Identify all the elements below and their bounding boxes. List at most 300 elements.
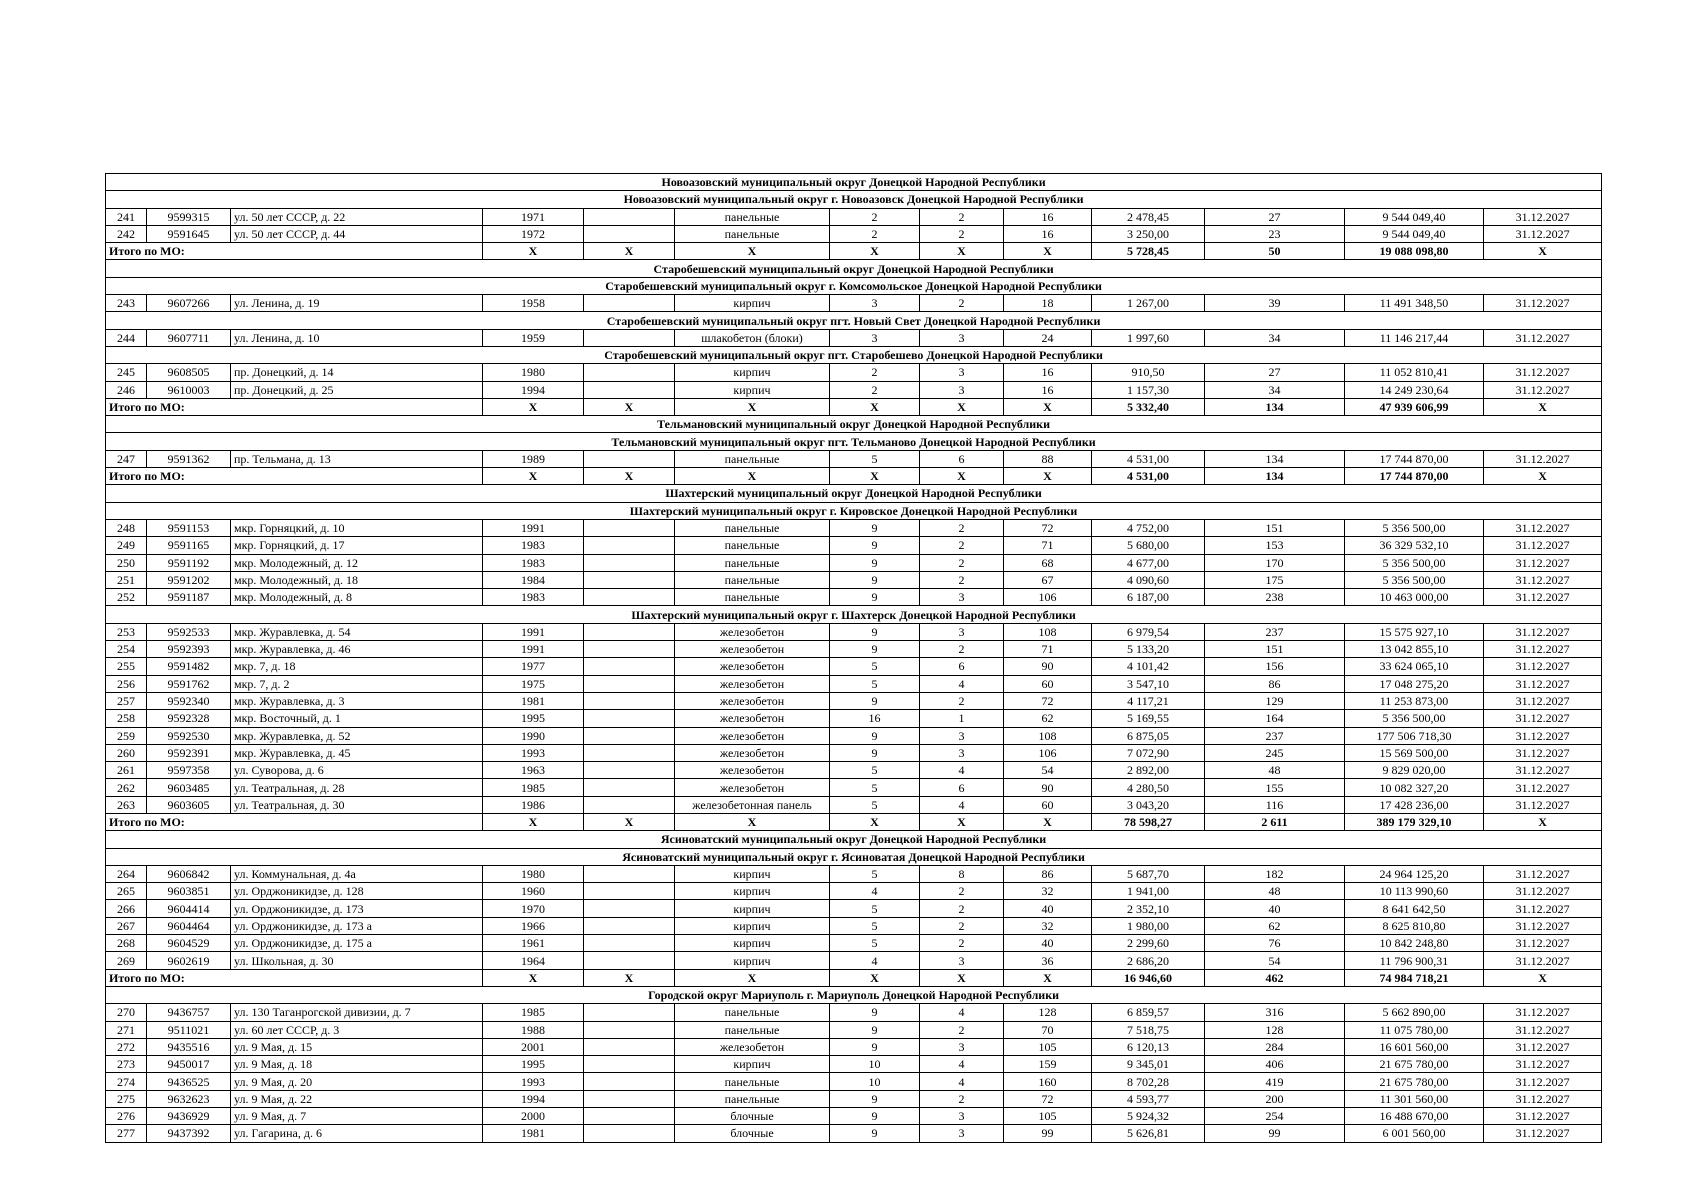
address-cell: ул. 9 Мая, д. 22 — [231, 1090, 483, 1107]
total-entrances-count: X — [920, 243, 1004, 260]
wall-material-cell: кирпич — [675, 917, 830, 934]
apartments-count-cell: 62 — [1004, 710, 1092, 727]
area-cell: 1 157,30 — [1092, 381, 1205, 398]
building-id-cell: 9610003 — [147, 381, 231, 398]
floors-count-cell: 2 — [830, 225, 920, 242]
residents-count-cell: 27 — [1205, 364, 1345, 381]
building-id-cell: 9591192 — [147, 554, 231, 571]
row-number-cell: 266 — [106, 900, 147, 917]
wall-material-cell: панельные — [675, 1004, 830, 1021]
year-built-cell: 1984 — [483, 571, 584, 588]
row-number-cell: 259 — [106, 727, 147, 744]
residents-count-cell: 419 — [1205, 1073, 1345, 1090]
floors-count-cell: 9 — [830, 641, 920, 658]
entrances-count-cell: 6 — [920, 658, 1004, 675]
year-built-cell: 1972 — [483, 225, 584, 242]
building-id-cell: 9591762 — [147, 675, 231, 692]
entrances-count-cell: 2 — [920, 900, 1004, 917]
residents-count-cell: 237 — [1205, 623, 1345, 640]
table-row — [106, 865, 1602, 882]
wall-material-cell: железобетон — [675, 623, 830, 640]
wall-material-cell: кирпич — [675, 935, 830, 952]
year-built-cell: 1958 — [483, 295, 584, 312]
address-cell: ул. Ленина, д. 19 — [231, 295, 483, 312]
table-row — [106, 329, 1602, 346]
year-built-cell: 1994 — [483, 381, 584, 398]
address-cell: мкр. Журавлевка, д. 54 — [231, 623, 483, 640]
year-built-cell: 1995 — [483, 710, 584, 727]
residents-count-cell: 155 — [1205, 779, 1345, 796]
total-empty-column: X — [584, 969, 675, 986]
floors-count-cell: 16 — [830, 710, 920, 727]
cost-cell: 16 601 560,00 — [1345, 1038, 1484, 1055]
residents-count-cell: 406 — [1205, 1056, 1345, 1073]
apartments-count-cell: 72 — [1004, 519, 1092, 536]
table-body — [106, 174, 1602, 1143]
address-cell: мкр. Горняцкий, д. 17 — [231, 537, 483, 554]
apartments-count-cell: 54 — [1004, 762, 1092, 779]
row-number-cell: 241 — [106, 208, 147, 225]
floors-count-cell: 5 — [830, 935, 920, 952]
floors-count-cell: 5 — [830, 796, 920, 813]
floors-count-cell: 5 — [830, 675, 920, 692]
residents-count-cell: 170 — [1205, 554, 1345, 571]
total-cost: 19 088 098,80 — [1345, 243, 1484, 260]
wall-material-cell: блочные — [675, 1108, 830, 1125]
residents-count-cell: 316 — [1205, 1004, 1345, 1021]
table-row — [106, 658, 1602, 675]
entrances-count-cell: 8 — [920, 865, 1004, 882]
building-id-cell: 9603485 — [147, 779, 231, 796]
empty-column-cell — [584, 658, 675, 675]
wall-material-cell: железобетон — [675, 1038, 830, 1055]
building-id-cell: 9436757 — [147, 1004, 231, 1021]
year-built-cell: 1985 — [483, 1004, 584, 1021]
building-id-cell: 9607266 — [147, 295, 231, 312]
year-built-cell: 1993 — [483, 744, 584, 761]
area-cell: 2 892,00 — [1092, 762, 1205, 779]
building-id-cell: 9591482 — [147, 658, 231, 675]
total-apartments-count: X — [1004, 243, 1092, 260]
year-built-cell: 2001 — [483, 1038, 584, 1055]
address-cell: ул. 9 Мая, д. 15 — [231, 1038, 483, 1055]
area-cell: 4 117,21 — [1092, 692, 1205, 709]
cost-cell: 9 544 049,40 — [1345, 208, 1484, 225]
year-built-cell: 2000 — [483, 1108, 584, 1125]
empty-column-cell — [584, 727, 675, 744]
row-number-cell: 250 — [106, 554, 147, 571]
building-id-cell: 9591362 — [147, 450, 231, 467]
floors-count-cell: 9 — [830, 537, 920, 554]
row-number-cell: 276 — [106, 1108, 147, 1125]
section-header-row — [106, 416, 1602, 433]
apartments-count-cell: 16 — [1004, 225, 1092, 242]
apartments-count-cell: 18 — [1004, 295, 1092, 312]
cost-cell: 10 842 248,80 — [1345, 935, 1484, 952]
total-area: 16 946,60 — [1092, 969, 1205, 986]
address-cell: ул. 130 Таганрогской дивизии, д. 7 — [231, 1004, 483, 1021]
total-wall-material: X — [675, 243, 830, 260]
deadline-cell: 31.12.2027 — [1484, 1004, 1602, 1021]
residents-count-cell: 23 — [1205, 225, 1345, 242]
cost-cell: 10 113 990,60 — [1345, 883, 1484, 900]
area-cell: 1 980,00 — [1092, 917, 1205, 934]
section-header: Тельмановский муниципальный округ Донецкой Народной Республики — [106, 416, 1602, 433]
row-number-cell: 268 — [106, 935, 147, 952]
total-empty-column: X — [584, 243, 675, 260]
address-cell: пр. Тельмана, д. 13 — [231, 450, 483, 467]
empty-column-cell — [584, 883, 675, 900]
total-apartments-count: X — [1004, 813, 1092, 830]
building-id-cell: 9607711 — [147, 329, 231, 346]
address-cell: мкр. Журавлевка, д. 46 — [231, 641, 483, 658]
area-cell: 5 626,81 — [1092, 1125, 1205, 1142]
year-built-cell: 1991 — [483, 641, 584, 658]
entrances-count-cell: 2 — [920, 519, 1004, 536]
section-header: Тельмановский муниципальный округ пгт. Тельманово Донецкой Народной Республики — [106, 433, 1602, 450]
section-header-row — [106, 312, 1602, 329]
residents-count-cell: 151 — [1205, 519, 1345, 536]
floors-count-cell: 10 — [830, 1056, 920, 1073]
building-id-cell: 9436525 — [147, 1073, 231, 1090]
total-wall-material: X — [675, 969, 830, 986]
row-number-cell: 247 — [106, 450, 147, 467]
table-row — [106, 917, 1602, 934]
total-label: Итого по МО: — [106, 969, 483, 986]
table-row — [106, 675, 1602, 692]
total-entrances-count: X — [920, 468, 1004, 485]
building-id-cell: 9591153 — [147, 519, 231, 536]
total-label: Итого по МО: — [106, 468, 483, 485]
entrances-count-cell: 2 — [920, 537, 1004, 554]
address-cell: мкр. Восточный, д. 1 — [231, 710, 483, 727]
row-number-cell: 246 — [106, 381, 147, 398]
deadline-cell: 31.12.2027 — [1484, 364, 1602, 381]
total-floors-count: X — [830, 468, 920, 485]
area-cell: 6 120,13 — [1092, 1038, 1205, 1055]
area-cell: 2 352,10 — [1092, 900, 1205, 917]
total-area: 5 728,45 — [1092, 243, 1205, 260]
floors-count-cell: 9 — [830, 554, 920, 571]
deadline-cell: 31.12.2027 — [1484, 225, 1602, 242]
area-cell: 6 875,05 — [1092, 727, 1205, 744]
year-built-cell: 1991 — [483, 623, 584, 640]
entrances-count-cell: 4 — [920, 1056, 1004, 1073]
apartments-count-cell: 36 — [1004, 952, 1092, 969]
cost-cell: 177 506 718,30 — [1345, 727, 1484, 744]
section-header: Старобешевский муниципальный округ Донецкой Народной Республики — [106, 260, 1602, 277]
year-built-cell: 1964 — [483, 952, 584, 969]
total-row — [106, 243, 1602, 260]
wall-material-cell: железобетон — [675, 692, 830, 709]
table-row — [106, 900, 1602, 917]
table-row — [106, 935, 1602, 952]
empty-column-cell — [584, 779, 675, 796]
address-cell: ул. 50 лет СССР, д. 44 — [231, 225, 483, 242]
section-header: Новоазовский муниципальный округ Донецкой Народной Республики — [106, 174, 1602, 191]
address-cell: мкр. Журавлевка, д. 52 — [231, 727, 483, 744]
total-label: Итого по МО: — [106, 398, 483, 415]
deadline-cell: 31.12.2027 — [1484, 1125, 1602, 1142]
total-deadline: X — [1484, 398, 1602, 415]
cost-cell: 5 356 500,00 — [1345, 571, 1484, 588]
entrances-count-cell: 6 — [920, 450, 1004, 467]
area-cell: 7 072,90 — [1092, 744, 1205, 761]
deadline-cell: 31.12.2027 — [1484, 1021, 1602, 1038]
apartments-count-cell: 70 — [1004, 1021, 1092, 1038]
address-cell: ул. Орджоникидзе, д. 128 — [231, 883, 483, 900]
table-row — [106, 744, 1602, 761]
deadline-cell: 31.12.2027 — [1484, 623, 1602, 640]
entrances-count-cell: 2 — [920, 1021, 1004, 1038]
year-built-cell: 1977 — [483, 658, 584, 675]
entrances-count-cell: 3 — [920, 744, 1004, 761]
address-cell: пр. Донецкий, д. 25 — [231, 381, 483, 398]
empty-column-cell — [584, 917, 675, 934]
entrances-count-cell: 2 — [920, 692, 1004, 709]
cost-cell: 11 052 810,41 — [1345, 364, 1484, 381]
apartments-count-cell: 71 — [1004, 641, 1092, 658]
section-header-row — [106, 606, 1602, 623]
row-number-cell: 273 — [106, 1056, 147, 1073]
row-number-cell: 245 — [106, 364, 147, 381]
wall-material-cell: кирпич — [675, 883, 830, 900]
deadline-cell: 31.12.2027 — [1484, 692, 1602, 709]
wall-material-cell: панельные — [675, 537, 830, 554]
section-header: Шахтерский муниципальный округ Донецкой Народной Республики — [106, 485, 1602, 502]
area-cell: 4 593,77 — [1092, 1090, 1205, 1107]
total-entrances-count: X — [920, 813, 1004, 830]
floors-count-cell: 3 — [830, 329, 920, 346]
residents-count-cell: 156 — [1205, 658, 1345, 675]
deadline-cell: 31.12.2027 — [1484, 450, 1602, 467]
table-row — [106, 208, 1602, 225]
residents-count-cell: 200 — [1205, 1090, 1345, 1107]
wall-material-cell: железобетон — [675, 779, 830, 796]
apartments-count-cell: 71 — [1004, 537, 1092, 554]
empty-column-cell — [584, 1108, 675, 1125]
apartments-count-cell: 32 — [1004, 883, 1092, 900]
row-number-cell: 249 — [106, 537, 147, 554]
table-row — [106, 1090, 1602, 1107]
year-built-cell: 1959 — [483, 329, 584, 346]
deadline-cell: 31.12.2027 — [1484, 571, 1602, 588]
entrances-count-cell: 2 — [920, 295, 1004, 312]
building-id-cell: 9591202 — [147, 571, 231, 588]
entrances-count-cell: 4 — [920, 762, 1004, 779]
wall-material-cell: кирпич — [675, 381, 830, 398]
year-built-cell: 1981 — [483, 1125, 584, 1142]
building-id-cell: 9592340 — [147, 692, 231, 709]
year-built-cell: 1985 — [483, 779, 584, 796]
total-empty-column: X — [584, 468, 675, 485]
cost-cell: 10 463 000,00 — [1345, 589, 1484, 606]
building-id-cell: 9435516 — [147, 1038, 231, 1055]
total-year-built: X — [483, 398, 584, 415]
floors-count-cell: 2 — [830, 364, 920, 381]
empty-column-cell — [584, 1021, 675, 1038]
area-cell: 5 169,55 — [1092, 710, 1205, 727]
apartments-count-cell: 67 — [1004, 571, 1092, 588]
year-built-cell: 1995 — [483, 1056, 584, 1073]
floors-count-cell: 9 — [830, 744, 920, 761]
area-cell: 6 187,00 — [1092, 589, 1205, 606]
building-id-cell: 9604529 — [147, 935, 231, 952]
deadline-cell: 31.12.2027 — [1484, 779, 1602, 796]
address-cell: мкр. 7, д. 18 — [231, 658, 483, 675]
apartments-count-cell: 105 — [1004, 1108, 1092, 1125]
entrances-count-cell: 3 — [920, 1125, 1004, 1142]
cost-cell: 21 675 780,00 — [1345, 1073, 1484, 1090]
address-cell: ул. Суворова, д. 6 — [231, 762, 483, 779]
deadline-cell: 31.12.2027 — [1484, 762, 1602, 779]
total-row — [106, 468, 1602, 485]
row-number-cell: 274 — [106, 1073, 147, 1090]
apartments-count-cell: 16 — [1004, 208, 1092, 225]
total-area: 5 332,40 — [1092, 398, 1205, 415]
wall-material-cell: панельные — [675, 519, 830, 536]
empty-column-cell — [584, 295, 675, 312]
deadline-cell: 31.12.2027 — [1484, 295, 1602, 312]
table-row — [106, 1108, 1602, 1125]
floors-count-cell: 5 — [830, 762, 920, 779]
table-row — [106, 1125, 1602, 1142]
building-id-cell: 9450017 — [147, 1056, 231, 1073]
total-empty-column: X — [584, 813, 675, 830]
area-cell: 1 997,60 — [1092, 329, 1205, 346]
building-id-cell: 9592393 — [147, 641, 231, 658]
area-cell: 4 531,00 — [1092, 450, 1205, 467]
empty-column-cell — [584, 450, 675, 467]
cost-cell: 24 964 125,20 — [1345, 865, 1484, 882]
year-built-cell: 1990 — [483, 727, 584, 744]
area-cell: 4 280,50 — [1092, 779, 1205, 796]
total-wall-material: X — [675, 398, 830, 415]
apartments-count-cell: 40 — [1004, 935, 1092, 952]
apartments-count-cell: 24 — [1004, 329, 1092, 346]
area-cell: 1 267,00 — [1092, 295, 1205, 312]
area-cell: 4 090,60 — [1092, 571, 1205, 588]
apartments-count-cell: 106 — [1004, 744, 1092, 761]
table-row — [106, 727, 1602, 744]
total-label: Итого по МО: — [106, 813, 483, 830]
deadline-cell: 31.12.2027 — [1484, 641, 1602, 658]
wall-material-cell: кирпич — [675, 900, 830, 917]
row-number-cell: 258 — [106, 710, 147, 727]
cost-cell: 9 829 020,00 — [1345, 762, 1484, 779]
table-row — [106, 762, 1602, 779]
entrances-count-cell: 2 — [920, 935, 1004, 952]
cost-cell: 11 796 900,31 — [1345, 952, 1484, 969]
deadline-cell: 31.12.2027 — [1484, 1108, 1602, 1125]
residents-count-cell: 153 — [1205, 537, 1345, 554]
cost-cell: 11 075 780,00 — [1345, 1021, 1484, 1038]
cost-cell: 17 428 236,00 — [1345, 796, 1484, 813]
cost-cell: 5 356 500,00 — [1345, 519, 1484, 536]
total-residents-count: 462 — [1205, 969, 1345, 986]
wall-material-cell: панельные — [675, 589, 830, 606]
residents-count-cell: 151 — [1205, 641, 1345, 658]
area-cell: 5 687,70 — [1092, 865, 1205, 882]
deadline-cell: 31.12.2027 — [1484, 519, 1602, 536]
area-cell: 5 133,20 — [1092, 641, 1205, 658]
year-built-cell: 1993 — [483, 1073, 584, 1090]
wall-material-cell: железобетон — [675, 675, 830, 692]
row-number-cell: 269 — [106, 952, 147, 969]
year-built-cell: 1963 — [483, 762, 584, 779]
empty-column-cell — [584, 589, 675, 606]
empty-column-cell — [584, 744, 675, 761]
cost-cell: 8 625 810,80 — [1345, 917, 1484, 934]
deadline-cell: 31.12.2027 — [1484, 727, 1602, 744]
total-floors-count: X — [830, 969, 920, 986]
building-id-cell: 9592391 — [147, 744, 231, 761]
table-row — [106, 641, 1602, 658]
total-year-built: X — [483, 243, 584, 260]
residents-count-cell: 48 — [1205, 762, 1345, 779]
table-row — [106, 571, 1602, 588]
residents-count-cell: 254 — [1205, 1108, 1345, 1125]
apartments-count-cell: 159 — [1004, 1056, 1092, 1073]
year-built-cell: 1975 — [483, 675, 584, 692]
address-cell: мкр. Молодежный, д. 18 — [231, 571, 483, 588]
deadline-cell: 31.12.2027 — [1484, 554, 1602, 571]
table-row — [106, 1038, 1602, 1055]
cost-cell: 6 001 560,00 — [1345, 1125, 1484, 1142]
deadline-cell: 31.12.2027 — [1484, 658, 1602, 675]
residents-count-cell: 99 — [1205, 1125, 1345, 1142]
section-header-row — [106, 986, 1602, 1003]
floors-count-cell: 4 — [830, 952, 920, 969]
floors-count-cell: 5 — [830, 779, 920, 796]
area-cell: 3 547,10 — [1092, 675, 1205, 692]
section-header-row — [106, 191, 1602, 208]
row-number-cell: 264 — [106, 865, 147, 882]
apartments-count-cell: 99 — [1004, 1125, 1092, 1142]
year-built-cell: 1980 — [483, 364, 584, 381]
year-built-cell: 1966 — [483, 917, 584, 934]
cost-cell: 17 744 870,00 — [1345, 450, 1484, 467]
row-number-cell: 248 — [106, 519, 147, 536]
address-cell: ул. Театральная, д. 28 — [231, 779, 483, 796]
row-number-cell: 257 — [106, 692, 147, 709]
wall-material-cell: кирпич — [675, 295, 830, 312]
building-id-cell: 9591645 — [147, 225, 231, 242]
area-cell: 5 924,32 — [1092, 1108, 1205, 1125]
building-id-cell: 9606842 — [147, 865, 231, 882]
empty-column-cell — [584, 519, 675, 536]
total-entrances-count: X — [920, 969, 1004, 986]
floors-count-cell: 5 — [830, 658, 920, 675]
total-deadline: X — [1484, 969, 1602, 986]
row-number-cell: 265 — [106, 883, 147, 900]
year-built-cell: 1981 — [483, 692, 584, 709]
year-built-cell: 1960 — [483, 883, 584, 900]
building-id-cell: 9603605 — [147, 796, 231, 813]
deadline-cell: 31.12.2027 — [1484, 1073, 1602, 1090]
residents-count-cell: 128 — [1205, 1021, 1345, 1038]
row-number-cell: 270 — [106, 1004, 147, 1021]
table-row — [106, 554, 1602, 571]
residents-count-cell: 116 — [1205, 796, 1345, 813]
empty-column-cell — [584, 675, 675, 692]
address-cell: мкр. Журавлевка, д. 45 — [231, 744, 483, 761]
apartments-count-cell: 86 — [1004, 865, 1092, 882]
floors-count-cell: 9 — [830, 1021, 920, 1038]
residents-count-cell: 134 — [1205, 450, 1345, 467]
empty-column-cell — [584, 537, 675, 554]
table-row — [106, 952, 1602, 969]
